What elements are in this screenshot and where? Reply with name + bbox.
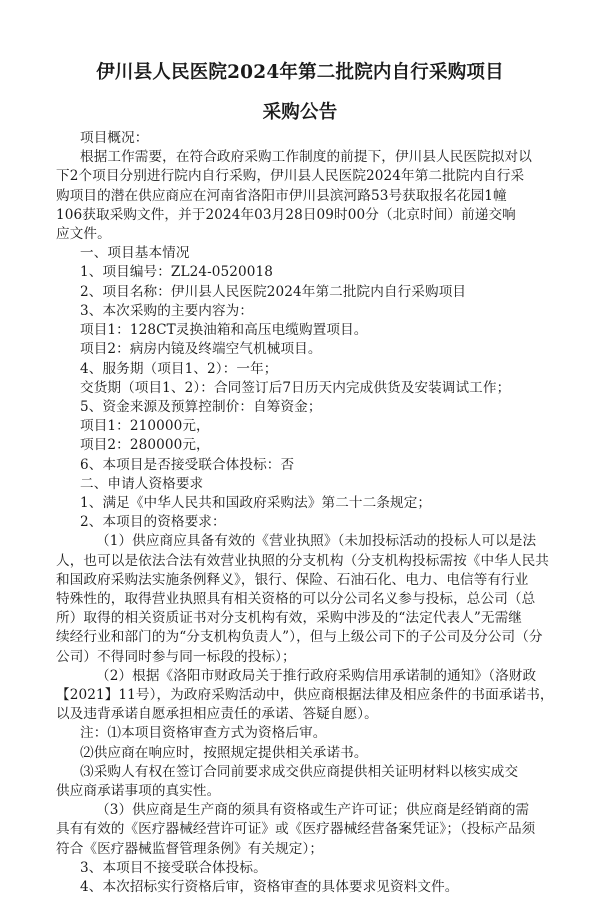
body-line: 公司）不得同时参与同一标段的投标）； — [56, 648, 296, 665]
body-line: 以及违背承诺自愿承担相应责任的承诺、答疑自愿）。 — [56, 706, 378, 723]
body-line: 4、服务期（项目1、2）：一年； — [80, 360, 278, 377]
body-line: 注：⑴本项目资格审查方式为资格后审。 — [80, 725, 327, 742]
body-line: 2、项目名称：伊川县人民医院2024年第二批院内自行采购项目 — [80, 283, 467, 300]
body-line: 具有有效的《医疗器械经营许可证》或《医疗器械经营备案凭证》；（投标产品须 — [56, 821, 536, 838]
body-line: 项目概况： — [80, 130, 149, 146]
body-line: 1、满足《中华人民共和国政府采购法》第二十二条规定； — [80, 494, 432, 511]
body-line: 续经行业和部门的为“分支机构负责人”），但与上级公司下的子公司及分公司（分 — [56, 629, 543, 646]
document-subtitle: 采购公告 — [262, 102, 338, 123]
body-line: 4、本次招标实行资格后审，资格审查的具体要求见资料文件。 — [80, 879, 459, 895]
body-line: 1、项目编号：ZL24-0520018 — [80, 264, 274, 281]
body-line: 106获取采购文件，并于2024年03月28日09时00分（北京时间）前递交响 — [56, 206, 516, 223]
body-line: 和国政府采购法实施条例释义》，银行、保险、石油石化、电力、电信等有行业 — [56, 571, 529, 588]
body-line: （3）供应商是生产商的须具有资格或生产许可证；供应商是经销商的需 — [96, 802, 530, 819]
body-line: 项目2：280000元， — [80, 437, 210, 454]
body-line: 应文件。 — [56, 226, 111, 242]
body-line: 下2个项目分别进行院内自行采购，伊川县人民医院2024年第二批院内自行采 — [56, 168, 525, 185]
body-line: 二、申请人资格要求 — [80, 475, 204, 492]
body-line: 符合《医疗器械监督管理条例》有关规定）； — [56, 840, 324, 857]
body-line: 3、本项目不接受联合体投标。 — [80, 859, 267, 876]
body-line: 购项目的潜在供应商应在河南省洛阳市伊川县滨河路53号获取报名花园1幢 — [56, 187, 507, 204]
body-line: 6、本项目是否接受联合体投标：否 — [80, 456, 295, 473]
body-line: 项目1：210000元， — [80, 418, 210, 435]
body-line: 【2021】11号），为政府采购活动中，供应商根据法律及相应条件的书面承诺书， — [56, 686, 554, 703]
body-line: 项目1：128CT灵换油箱和高压电缆购置项目。 — [80, 322, 368, 339]
body-line: 所）取得的相关资质证书对分支机构有效，采购中涉及的“法定代表人”无需继 — [56, 610, 522, 627]
body-line: ⑵供应商在响应时，按照规定提供相关承诺书。 — [80, 744, 368, 761]
body-line: 项目2：病房内镜及终端空气机械项目。 — [80, 341, 322, 358]
body-line: 根据工作需要，在符合政府采购工作制度的前提下，伊川县人民医院拟对以 — [80, 149, 532, 166]
body-line: 特殊性的，取得营业执照具有相关资格的可以分公司名义参与投标，总公司（总 — [56, 590, 536, 607]
body-line: 交货期（项目1、2）：合同签订后7日历天内完成供货及安装调试工作； — [80, 379, 511, 396]
body-line: 供应商承诺事项的真实性。 — [56, 783, 221, 799]
body-line: 一、项目基本情况 — [80, 245, 190, 262]
body-line: 人，也可以是依法合法有效营业执照的分支机构（分支机构投标需按《中华人民共 — [56, 552, 549, 569]
document-title: 伊川县人民医院2024年第二批院内自行采购项目 — [96, 62, 504, 83]
body-line: 3、本次采购的主要内容为： — [80, 302, 254, 319]
body-line: ⑶采购人有权在签订合同前要求成交供应商提供相关证明材料以核实成交 — [80, 763, 519, 780]
body-line: 2、本项目的资格要求： — [80, 514, 226, 531]
body-line: （2）根据《洛阳市财政局关于推行政府采购信用承诺制的通知》（洛财政 — [96, 667, 537, 684]
body-line: （1）供应商应具备有效的《营业执照》（未加投标活动的投标人可以是法 — [96, 533, 537, 550]
body-line: 5、资金来源及预算控制价：自筹资金； — [80, 398, 322, 415]
